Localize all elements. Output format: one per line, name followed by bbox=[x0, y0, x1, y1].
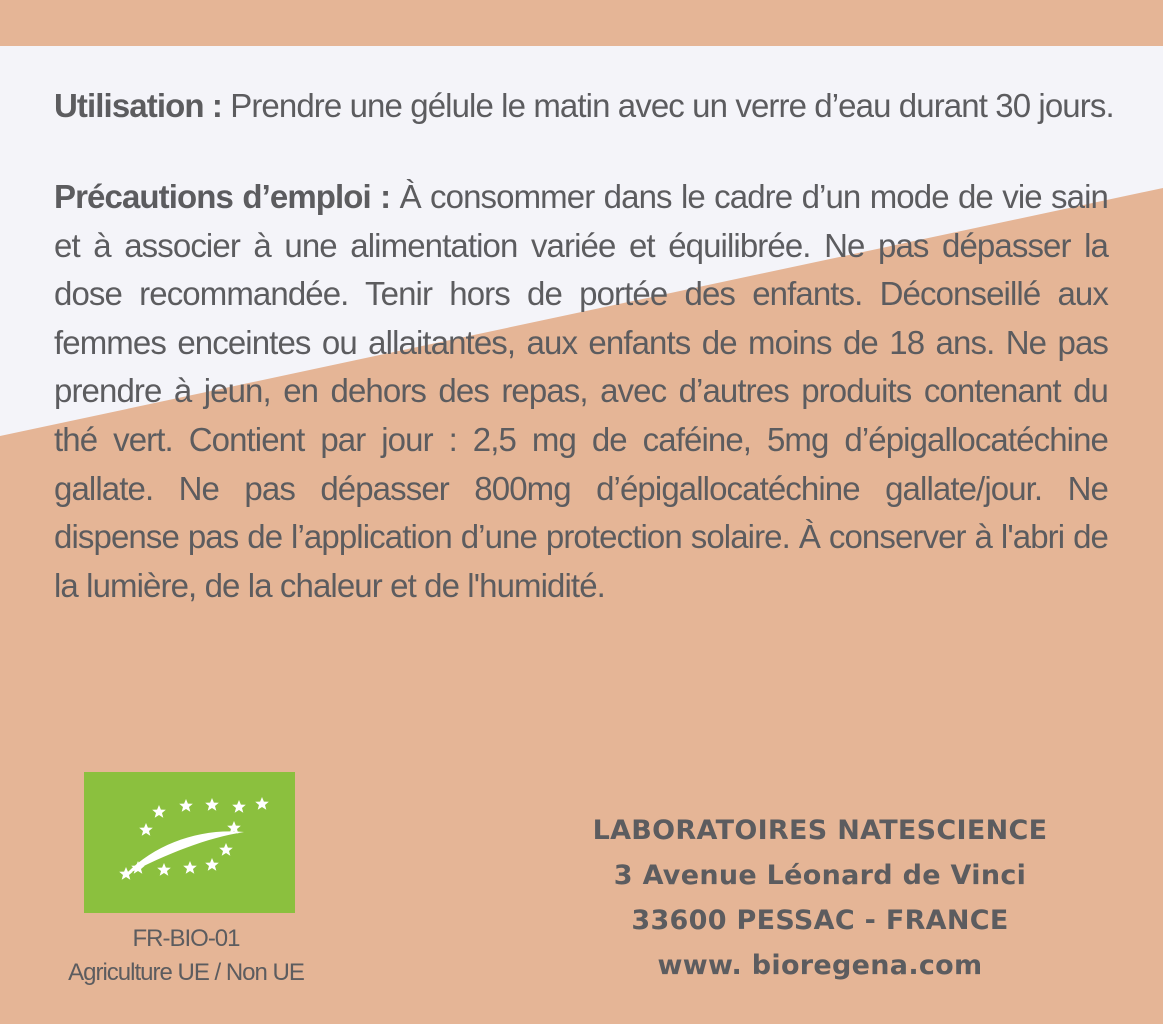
agriculture-origin: Agriculture UE / Non UE bbox=[68, 959, 304, 986]
precautions-paragraph bbox=[54, 173, 1108, 610]
company-name: LABORATOIRES NATESCIENCE bbox=[592, 815, 1048, 846]
eu-organic-leaf-logo-icon bbox=[84, 772, 295, 913]
company-website: www. bioregena.com bbox=[657, 950, 983, 981]
usage-label: Utilisation : bbox=[54, 87, 222, 124]
usage-text: Prendre une gélule le matin avec un verre d’eau durant 30 jours. bbox=[221, 87, 1114, 124]
label-text-block bbox=[54, 82, 1114, 610]
usage-paragraph bbox=[54, 82, 1114, 130]
company-address-block bbox=[500, 808, 1140, 988]
organic-certification bbox=[30, 922, 342, 990]
eu-organic-leaf-icon bbox=[84, 772, 295, 913]
precautions-label: Précautions d’emploi : bbox=[54, 178, 391, 215]
precautions-text: À consommer dans le cadre d’un mode de vie sain et à associer à une alimentation variée et équilibrée. Ne pas dépasser la dose recommandée. Tenir hors de portée des enfants. Déconseillé aux femmes enceintes ou allaitantes, aux enfants de moins de 18 ans. Ne pas prendre à jeun, en dehors des repas, avec d’autres produits contenant du thé vert. Contient par jour : 2,5 mg de caféine, 5mg d’épigallocatéchine gallate. Ne pas dépasser 800mg d’épigallocatéchine gallate/jour. Ne dispense pas de l’application d’une protection solaire. À conserver à l'abri de la lumière, de la chaleur et de l'humidité. bbox=[54, 178, 1108, 604]
company-street: 3 Avenue Léonard de Vinci bbox=[613, 860, 1027, 891]
top-band bbox=[0, 0, 1163, 46]
certification-code: FR-BIO-01 bbox=[132, 925, 240, 952]
company-city: 33600 PESSAC - FRANCE bbox=[631, 905, 1009, 936]
